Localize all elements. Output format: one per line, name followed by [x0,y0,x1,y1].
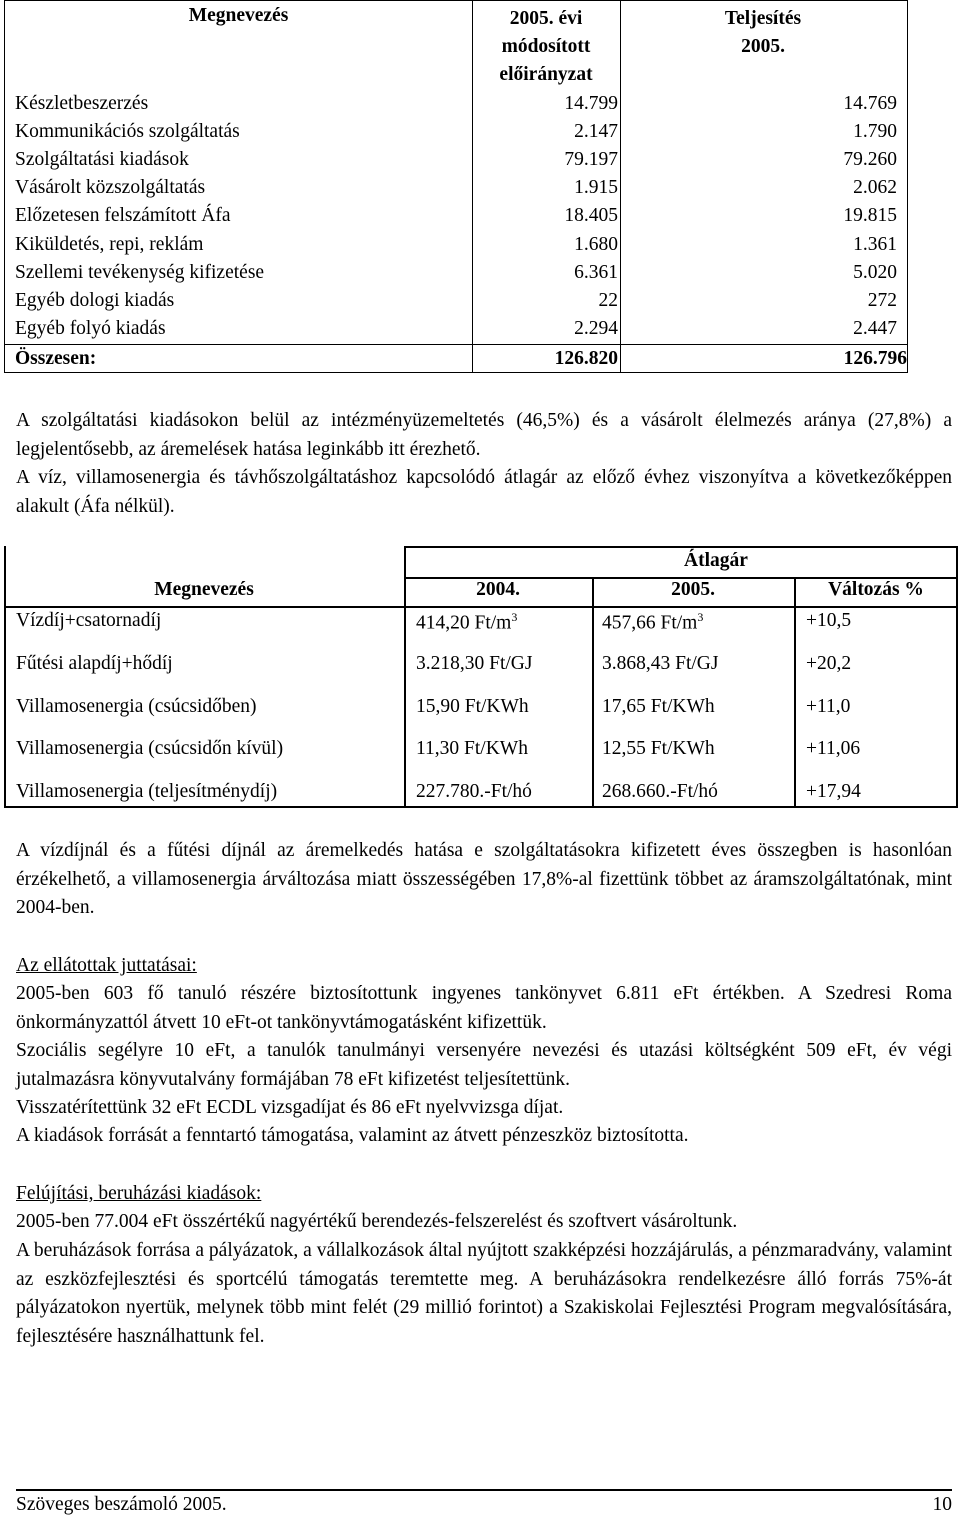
header-name: Megnevezés [154,579,254,600]
paragraph: A szolgáltatási kiadásokon belül az intézményüzemeltetés (46,5%) és a vásárolt élelmezés aránya (27,8%) a legjelentősebb, az áremelések hatása leginkább itt érezhető. [16,410,952,460]
row-plan: 18.405 [564,205,618,226]
header-name: Megnevezés [188,5,289,26]
header-actual-line: 2005. [741,36,785,57]
total-label: Összesen: [15,348,97,369]
header-2004: 2004. [476,579,520,600]
row-name: Kiküldetés, repi, reklám [15,234,204,255]
footer-title: Szöveges beszámoló 2005. [16,1494,227,1515]
section-heading-benefits: Az ellátottak juttatásai: [16,955,197,976]
price-table [4,546,958,808]
paragraph: A víz, villamosenergia és távhőszolgáltatáshoz kapcsolódó átlagár az előző évhez viszonyítva a következőképpen alakult (Áfa nélkül). [16,467,952,517]
row-2005-sup: 3 [697,610,704,624]
row-plan: 6.361 [574,262,618,283]
header-change: Változás % [828,579,924,600]
row-2005: 17,65 Ft/KWh [602,696,715,717]
header-plan [472,5,620,89]
row-name: Egyéb folyó kiadás [15,318,166,339]
row-2005: 12,55 Ft/KWh [602,738,715,759]
row-plan: 1.680 [574,234,618,255]
paragraph: Visszatérítettünk 32 eFt ECDL vizsgadíjat és 86 eFt nyelvvizsga díjat. [16,1097,564,1118]
table-row [5,174,905,202]
paragraph: 2005-ben 77.004 eFt összértékű nagyértékű berendezés-felszerelést és szoftvert vásároltunk. [16,1211,738,1232]
row-plan: 2.294 [574,318,618,339]
paragraph: A kiadások forrását a fenntartó támogatása, valamint az átvett pénzeszköz biztosította. [16,1125,689,1146]
table-row [5,259,905,287]
header-plan-line: előirányzat [499,64,593,85]
table-row [5,90,905,118]
row-name: Készletbeszerzés [15,93,149,114]
header-plan-line: módosított [501,36,591,57]
row-2004: 227.780.-Ft/hó [416,781,532,802]
paragraph: A vízdíjnál és a fűtési díjnál az áremelkedés hatása e szolgáltatásokra kifizetett éves összegben is hasonlóan érzékelhető, a villamosenergia árváltozása miatt összességében 17,8%-al fizettünk többet az áramszolgáltatónak, mint 2004-ben. [16,840,952,918]
row-plan: 14.799 [564,93,618,114]
row-2005: 3.868,43 Ft/GJ [602,653,719,674]
row-name: Egyéb dologi kiadás [15,290,175,311]
row-2004-sup: 3 [511,610,518,624]
row-actual: 5.020 [853,262,897,283]
total-row [5,345,905,373]
table-divider [4,606,958,608]
row-actual: 272 [867,290,897,311]
header-actual-line: Teljesítés [724,8,802,29]
row-actual: 2.447 [853,318,897,339]
table-divider [4,806,958,808]
row-2004: 15,90 Ft/KWh [416,696,529,717]
row-name: Szolgáltatási kiadások [15,149,189,170]
row-change: +20,2 [806,653,852,674]
row-2004-value: 414,20 Ft/m [416,612,512,634]
row-plan: 79.197 [564,149,618,170]
row-name: Vásárolt közszolgáltatás [15,177,206,198]
row-2005-value: 457,66 Ft/m [602,612,698,634]
table-row [5,146,905,174]
table-row [5,118,905,146]
row-plan: 2.147 [574,121,618,142]
table-divider [404,546,958,548]
row-name: Kommunikációs szolgáltatás [15,121,240,142]
row-plan: 1.915 [574,177,618,198]
row-2005 [602,610,703,635]
row-change: +10,5 [806,610,852,631]
row-2005: 268.660.-Ft/hó [602,781,718,802]
row-change: +17,94 [806,781,861,802]
paragraph: Szociális segélyre 10 eFt, a tanulók tanulmányi versenyére nevezési és utazási költségként 509 eFt, év végi jutalmazásra könyvutalvány formájában 78 eFt kifizetést teljesítettünk. [16,1040,952,1090]
row-plan: 22 [598,290,618,311]
expense-table [4,0,908,373]
section-heading-investments: Felújítási, beruházási kiadások: [16,1183,262,1204]
table-row [5,315,905,343]
row-name: Vízdíj+csatornadíj [16,610,162,631]
row-change: +11,0 [806,696,851,717]
header-avg-price: Átlagár [684,550,748,571]
row-actual: 1.790 [853,121,897,142]
row-name: Fűtési alapdíj+hődíj [16,653,173,674]
row-name: Előzetesen felszámított Áfa [15,205,231,226]
footer-rule [16,1489,952,1491]
row-change: +11,06 [806,738,861,759]
row-2004 [416,610,517,635]
table-divider [592,577,594,807]
header-actual [620,5,906,61]
row-actual: 19.815 [843,205,897,226]
total-actual: 126.796 [843,348,907,369]
row-actual: 14.769 [843,93,897,114]
header-plan-line: 2005. évi [509,8,583,29]
paragraph: A beruházások forrása a pályázatok, a vállalkozások által nyújtott szakképzési hozzájárulás, a pénzmaradvány, valamint az eszközfejlesztési és sportcélú támogatás teremtette meg. A beruházásokra rendelkezésre álló forrás 75%-át pályázatokon nyertük, melynek több mint felét (29 millió forintot) a Szakiskolai Fejlesztési Program megvalósítására, fejlesztésére használhattunk fel. [16,1240,952,1347]
row-2004: 11,30 Ft/KWh [416,738,528,759]
page-number: 10 [932,1494,952,1515]
table-row [5,231,905,259]
paragraph: 2005-ben 603 fő tanuló részére biztosítottunk ingyenes tankönyvet 6.811 eFt értékben. A Szedresi Roma önkormányzattól átvett 10 eFt-ot tankönyvtámogatásként kifizettük. [16,983,952,1033]
total-plan: 126.820 [554,348,618,369]
row-name: Villamosenergia (teljesítménydíj) [16,781,278,802]
row-actual: 79.260 [843,149,897,170]
row-name: Villamosenergia (csúcsidőn kívül) [16,738,284,759]
row-name: Villamosenergia (csúcsidőben) [16,696,257,717]
table-row [5,287,905,315]
row-actual: 2.062 [853,177,897,198]
row-2004: 3.218,30 Ft/GJ [416,653,533,674]
row-name: Szellemi tevékenység kifizetése [15,262,265,283]
header-2005: 2005. [671,579,715,600]
row-actual: 1.361 [853,234,897,255]
table-row [5,202,905,230]
table-divider [794,577,796,807]
